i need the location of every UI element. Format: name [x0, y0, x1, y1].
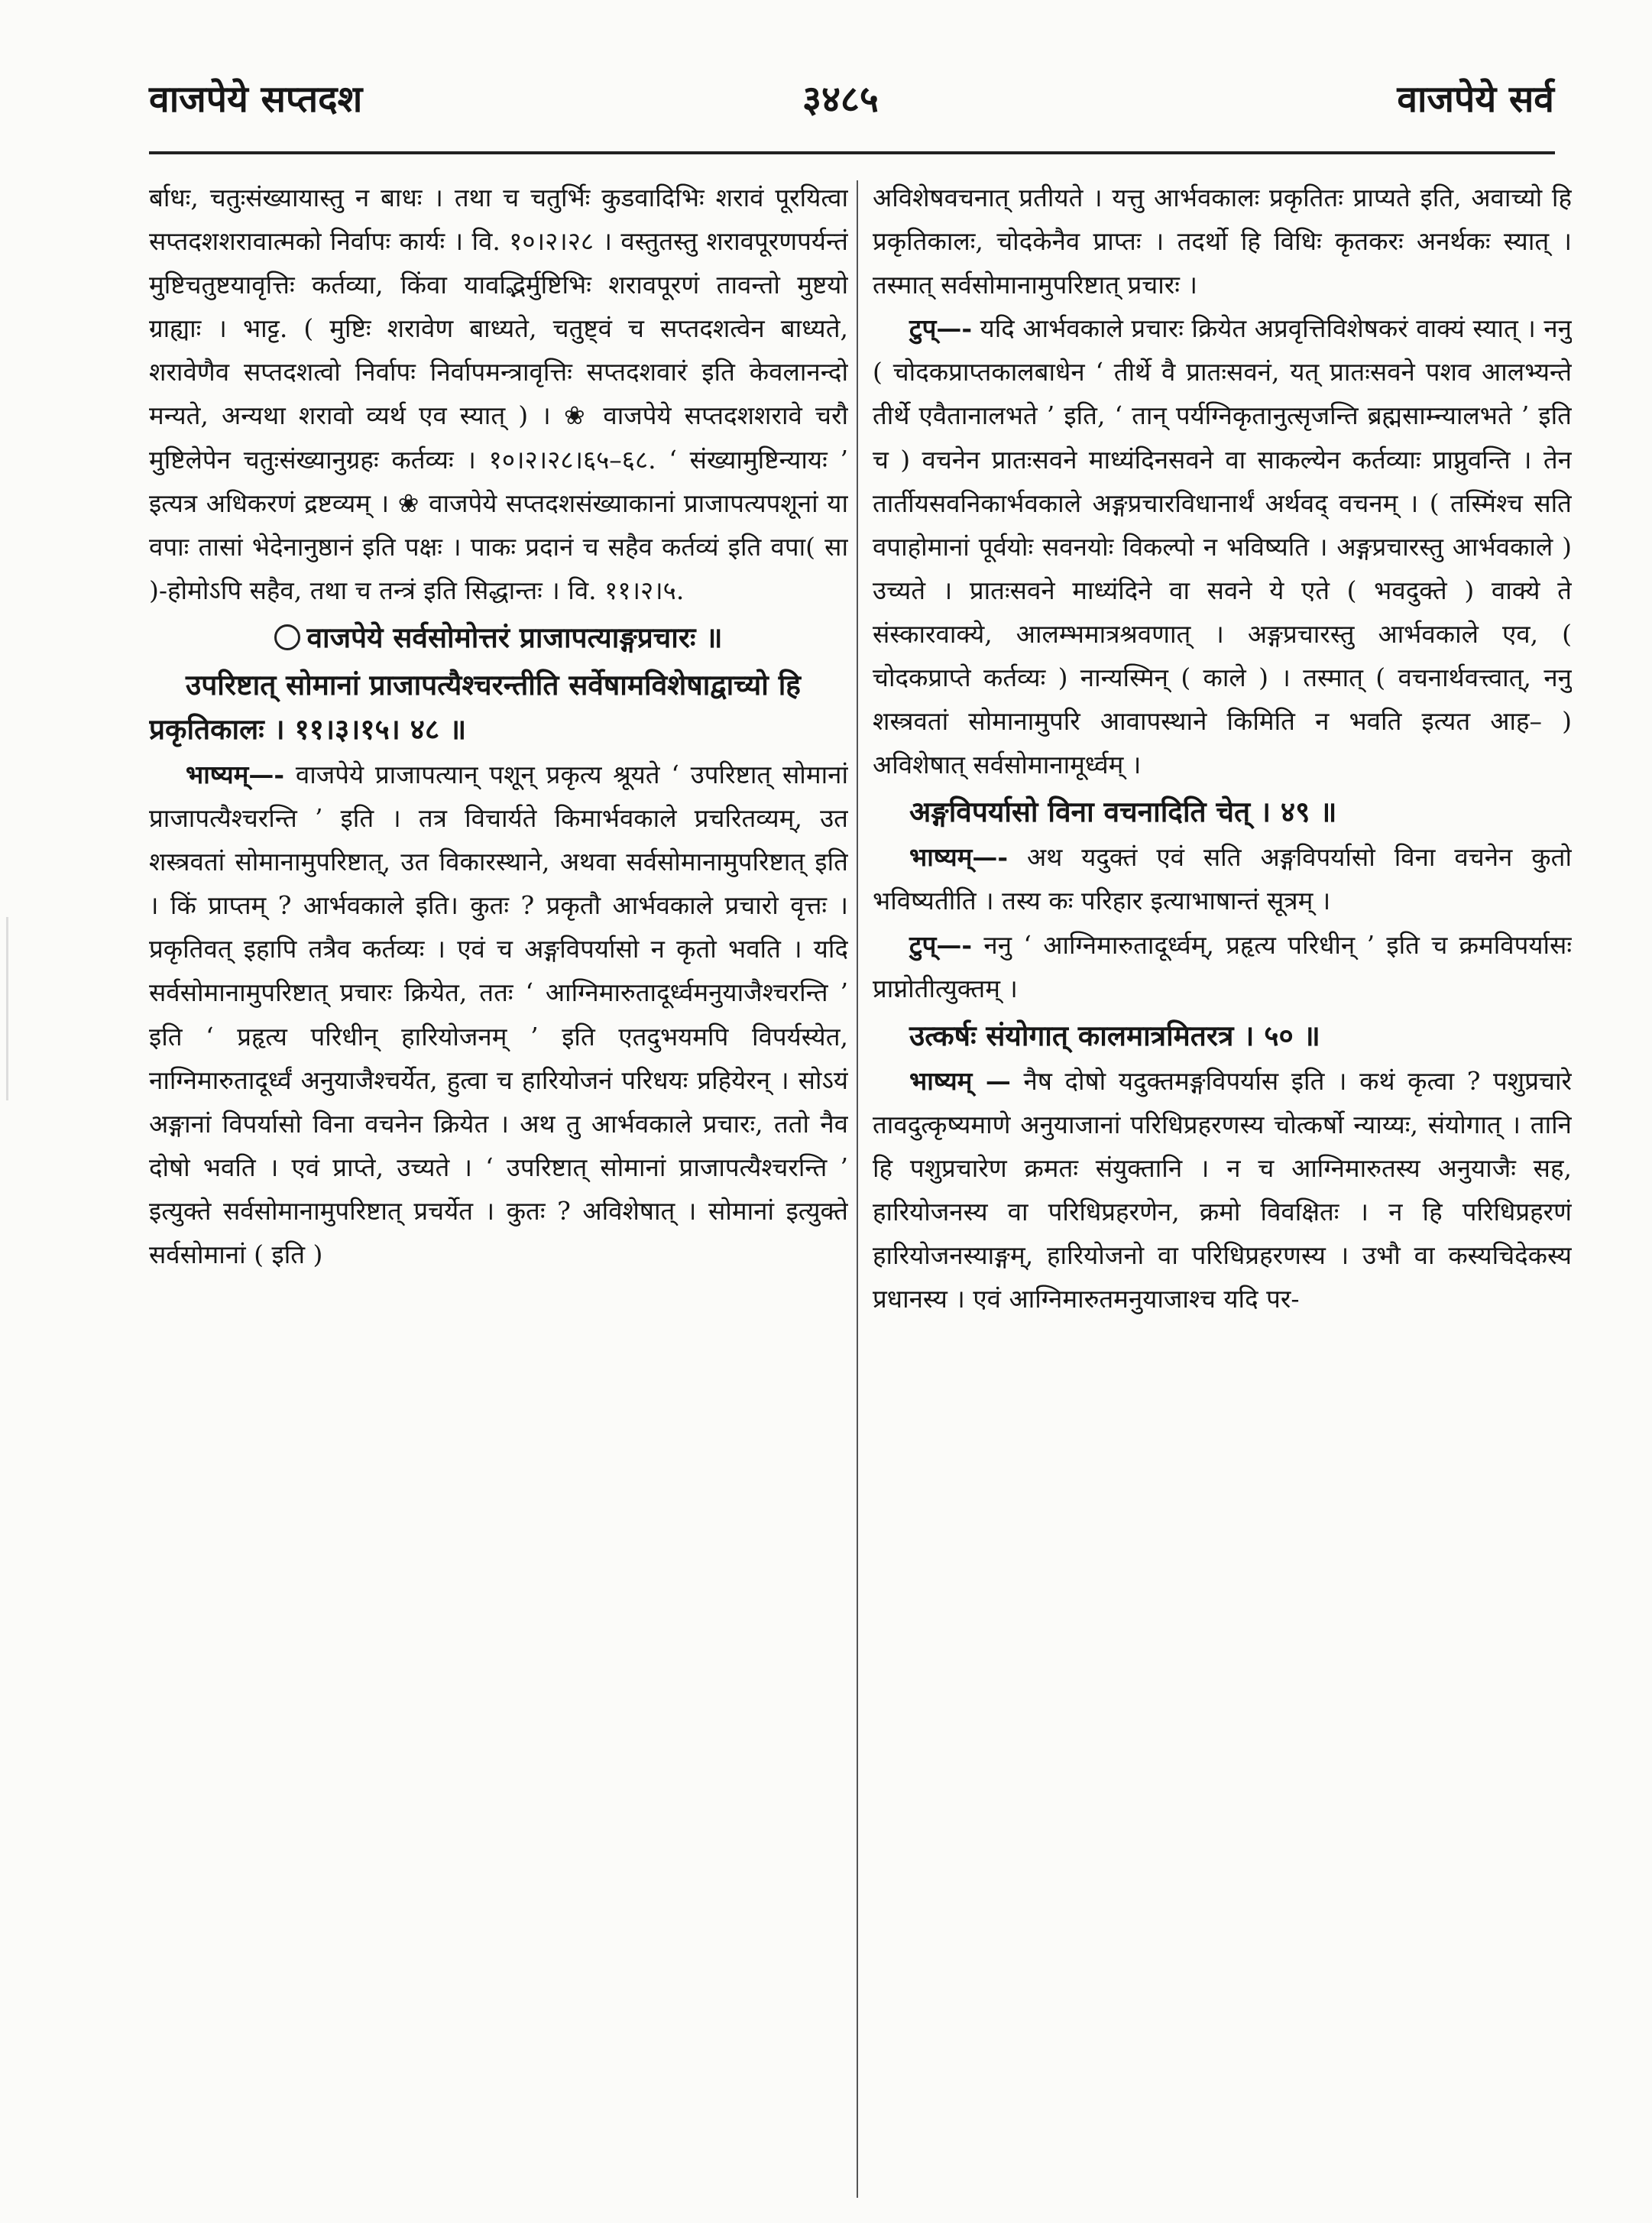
- section-heading-text: वाजपेये सर्वसोमोत्तरं प्राजापत्याङ्गप्रचारः ॥: [306, 620, 723, 654]
- bhashya-text: नैष दोषो यदुक्तमङ्गविपर्यास इति । कथं कृत्वा ? पशुप्रचारे तावदुत्कृष्यमाणे अनुयाजानां परिधिप्रहरणस्य चोत्कर्षो न्याय्यः, संयोगात् । तानि हि पशुप्रचारेण क्रमतः संयुक्तानि । न च आग्निमारुतस्य अनुयाजैः सह, हारियोजनस्य वा परिधिप्रहरणेन, क्रमो विवक्षितः । न हि परिधिप्रहरणं हारियोजनस्याङ्गम्, हारियोजनो वा परिधिप्रहरणस्य । उभौ वा कस्यचिदेकस्य प्रधानस्य । एवं आग्निमारुतमनुयाजाश्च यदि पर-: [873, 1065, 1572, 1314]
- tup-label: टुप्—-: [909, 929, 973, 960]
- tup-text: यदि आर्भवकाले प्रचारः क्रियेत अप्रवृत्तिविशेषकरं वाक्यं स्यात् । ननु ( चोदकप्राप्तकालबाधेन ‘ तीर्थे वै प्रातःसवनं, यत् प्रातःसवने पशव आलभ्यन्ते तीर्थे एवैतानालभते ’ इति, ‘ तान् पर्यग्निकृतानुत्सृजन्ति ब्रह्मसाम्न्यालभते ’ इति च ) वचनेन प्रातःसवने माध्यंदिनसवने वा साकल्येन कर्तव्याः प्राप्नुवन्ति । तेन तार्तीयसवनिकार्भवकाले अङ्गप्रचारविधानार्थं अर्थवद् वचनम् । ( तस्मिंश्च सति वपाहोमानां पूर्वयोः सवनयोः विकल्पो न भविष्यति । अङ्गप्रचारस्तु आर्भवकाले ) उच्यते । प्रातःसवने माध्यंदिने वा सवने ये एते ( भवदुक्ते ) वाक्ये ते संस्कारवाक्ये, आलम्भमात्रश्रवणात् । अङ्गप्रचारस्तु आर्भवकाले एव, ( चोदकप्राप्ते कर्तव्यः ) नान्यस्मिन् ( काले ) । तस्मात् ( वचनार्थवत्त्वात्, ननु शस्त्रवतां सोमानामुपरि आवापस्थाने किमिति न भवति इत्यत आह– ) अविशेषात् सर्वसोमानामूर्ध्वम् ।: [873, 313, 1572, 780]
- right-paragraph-1: अविशेषवचनात् प्रतीयते । यत्तु आर्भवकालः प्रकृतितः प्राप्यते इति, अवाच्यो हि प्रकृतिकालः, चोदकेनैव प्राप्तः । तदर्थो हि विधिः कृतकरः अनर्थकः स्यात् । तस्मात् सर्वसोमानामुपरिष्टात् प्रचारः ।: [873, 183, 1572, 300]
- bhashya-48: [149, 753, 848, 1276]
- bhashya-50: [873, 1059, 1572, 1321]
- header-left-title: वाजपेये सप्तदश: [149, 78, 363, 121]
- sutra-48: उपरिष्टात् सोमानां प्राजापत्यैश्चरन्तीति सर्वेषामविशेषाद्वाच्यो हि प्रकृतिकालः । ११।३।१५। ४८ ॥: [149, 667, 801, 746]
- tup-note-2: [873, 923, 1572, 1010]
- page-number: ३४८५: [802, 78, 879, 121]
- bhashya-label: भाष्यम्—-: [909, 842, 1009, 873]
- section-heading: [149, 615, 848, 659]
- bhashya-text: वाजपेये प्राजापत्यान् पशून् प्रकृत्य श्रूयते ‘ उपरिष्टात् सोमानां प्राजापत्यैश्चरन्ति ’ इति । तत्र विचार्यते किमार्भवकाले प्रचरितव्यम्, उत शस्त्रवतां सोमानामुपरिष्टात्, उत विकारस्थाने, अथवा सर्वसोमानामुपरिष्टात् इति । किं प्राप्तम् ? आर्भवकाले इति। कुतः ? प्रकृतौ आर्भवकाले प्रचारो वृत्तः । प्रकृतिवत् इहापि तत्रैव कर्तव्यः । एवं च अङ्गविपर्यासो न कृतो भवति । यदि सर्वसोमानामुपरिष्टात् प्रचारः क्रियेत, ततः ‘ आग्निमारुतादूर्ध्वमनुयाजैश्चरन्ति ’ इति ‘ प्रहृत्य परिधीन् हारियोजनम् ’ इति एतदुभयमपि विपर्यस्येत, नाग्निमारुतादूर्ध्वं अनुयाजैश्चर्येत, हुत्वा च हारियोजनं परिधयः प्रहियेरन् । सोऽयं अङ्गानां विपर्यासो विना वचनेन क्रियेत । अथ तु आर्भवकाले प्रचारः, ततो नैव दोषो भवति । एवं प्राप्ते, उच्यते । ‘ उपरिष्टात् सोमानां प्राजापत्यैश्चरन्ति ’ इत्युक्ते सर्वसोमानामुपरिष्टात् प्रचर्येत । कुतः ? अविशेषात् । सोमानां इत्युक्ते सर्वसोमानां ( इति ): [149, 759, 848, 1269]
- left-paragraph-1: र्बाधः, चतुःसंख्यायास्तु न बाधः । तथा च चतुर्भिः कुडवादिभिः शरावं पूरयित्वा सप्तदशशरावात्मको निर्वापः कार्यः । वि. १०।२।२८ । वस्तुतस्तु शरावपूरणपर्यन्तं मुष्टिचतुष्टयावृत्तिः कर्तव्या, किंवा यावद्भिर्मुष्टिभिः शरावपूरणं तावन्तो मुष्टयो ग्राह्याः । भाट्ट. ( मुष्टिः शरावेण बाध्यते, चतुष्ट्वं च सप्तदशत्वेन बाध्यते, शरावेणैव सप्तदशत्वो निर्वापः निर्वापमन्त्रावृत्तिः सप्तदशवारं इति केवलानन्दो मन्यते, अन्यथा शरावो व्यर्थ एव स्यात् ) । ❀ वाजपेये सप्तदशशरावे चरौ मुष्टिलेपेन चतुःसंख्यानुग्रहः कर्तव्यः । १०।२।२८।६५–६८. ‘ संख्यामुष्टिन्यायः ’ इत्यत्र अधिकरणं द्रष्टव्यम् । ❀ वाजपेये सप्तदशसंख्याकानां प्राजापत्यपशूनां या वपाः तासां भेदेनानुष्ठानं इति पक्षः । पाकः प्रदानं च सहैव कर्तव्यं इति वपा( सा )-होमोऽपि सहैव, तथा च तन्त्रं इति सिद्धान्तः । वि. ११।२।५.: [149, 183, 848, 605]
- page-header: [0, 69, 1652, 130]
- sutra-49: अङ्गविपर्यासो विना वचनादिति चेत् । ४९ ॥: [909, 795, 1337, 829]
- right-column: [873, 176, 1572, 2208]
- header-rule: [149, 151, 1555, 154]
- seal-icon: [274, 624, 300, 650]
- bhashya-label: भाष्यम् —: [909, 1065, 1011, 1096]
- column-divider: [857, 180, 858, 2198]
- header-right-title: वाजपेये सर्व: [1397, 78, 1554, 121]
- bhashya-49: [873, 835, 1572, 922]
- sutra-50: उत्कर्षः संयोगात् कालमात्रमितरत्र । ५० ॥: [909, 1018, 1320, 1052]
- scan-edge-mark: [6, 917, 8, 1100]
- tup-text: ननु ‘ आग्निमारुतादूर्ध्वम्, प्रहृत्य परिधीन् ’ इति च क्रमविपर्यासः प्राप्नोतीत्युक्तम् ।: [873, 929, 1572, 1003]
- tup-label: टुप्—-: [909, 313, 973, 344]
- tup-note-1: [873, 306, 1572, 786]
- bhashya-text: अथ यदुक्तं एवं सति अङ्गविपर्यासो विना वचनेन कुतो भविष्यतीति । तस्य कः परिहार इत्याभाषान्तं सूत्रम् ।: [873, 842, 1572, 916]
- left-column: [149, 176, 848, 2208]
- bhashya-label: भाष्यम्—-: [186, 759, 285, 789]
